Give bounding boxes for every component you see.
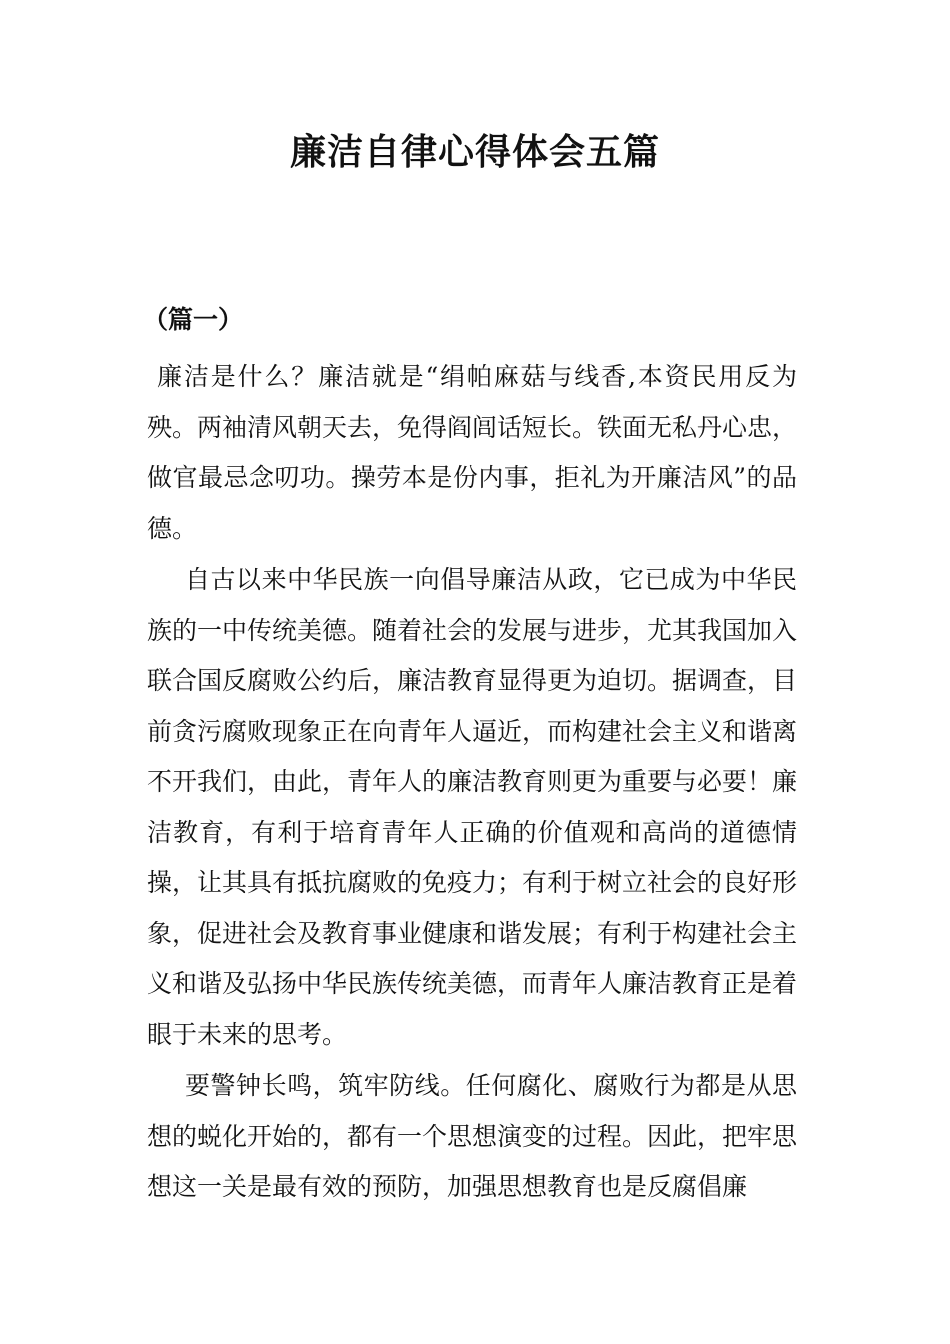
paragraph: 自古以来中华民族一向倡导廉洁从政，它已成为中华民族的一中传统美德。随着社会的发展与进步，尤其我国加入联合国反腐败公约后，廉洁教育显得更为迫切。据调查，目前贪污腐败现象正在向青年人逼近，而构建社会主义和谐离不开我们，由此，青年人的廉洁教育则更为重要与必要！廉洁教育，有利于培育青年人正确的价值观和高尚的道德情操，让其具有抵抗腐败的免疫力；有利于树立社会的良好形象，促进社会及教育事业健康和谐发展；有利于构建社会主义和谐及弘扬中华民族传统美德，而青年人廉洁教育正是着眼于未来的思考。 <box>147 565 798 1049</box>
document-title: 廉洁自律心得体会五篇 <box>289 131 660 173</box>
paragraph: 廉洁是什么？廉洁就是“绢帕麻菇与线香,本资民用反为殃。两袖清风朝天去，免得阎闾话短长。铁面无私丹心忠，做官最忌念叨功。操劳本是份内事，拒礼为开廉洁风”的品德。 <box>147 362 798 543</box>
section-heading: （篇一） <box>143 305 244 334</box>
paragraph: 要警钟长鸣，筑牢防线。任何腐化、腐败行为都是从思想的蜕化开始的，都有一个思想演变的过程。因此，把牢思想这一关是最有效的预防，加强思想教育也是反腐倡廉 <box>147 1071 798 1201</box>
document-body <box>147 352 797 1214</box>
